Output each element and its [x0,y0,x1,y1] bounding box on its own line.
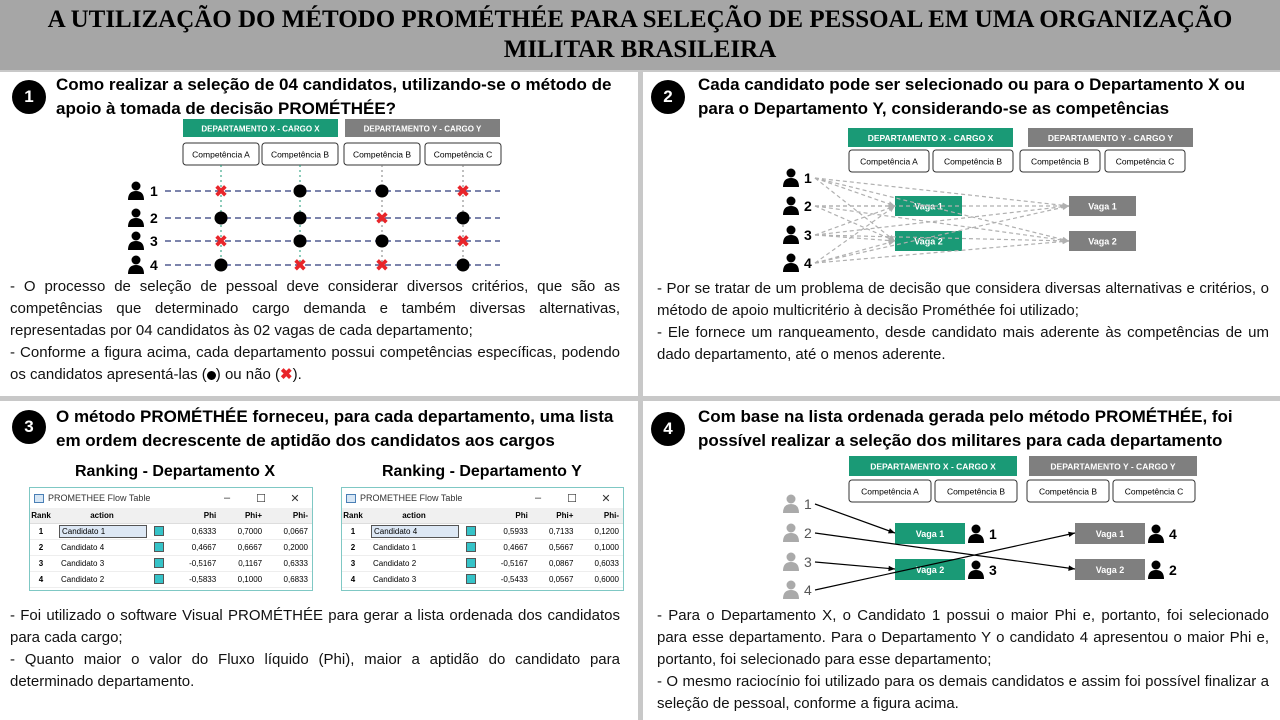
table-cell: 0,4667 [170,539,220,555]
color-swatch-square [466,526,476,536]
vaga-1-x-box-label: Vaga 1 [915,529,945,539]
table-cell: 0,6833 [266,571,312,587]
panel-3-paragraph-1: - Foi utilizado o software Visual PROMÉTHÉE para gerar a lista ordenada dos candidatos para cada cargo; [10,607,620,646]
person-icon [128,209,144,228]
color-swatch [464,555,482,571]
flow-table-y-body [342,523,623,587]
table-cell: 3 [342,555,368,571]
candidate-number: 2 [804,525,812,541]
panel-2-text [657,278,1269,366]
candidate-number: 1 [804,170,812,186]
person-icon [783,254,799,273]
panel-1-paragraph-2-a: - Conforme a figura acima, cada departamento possui competências específicas, podendo os candidatos apresentá-las ( [10,344,620,383]
person-icon [783,197,799,216]
table-cell: 0,5667 [532,539,578,555]
assignment-arrow [815,504,895,533]
selected-candidate-number: 4 [1169,526,1177,542]
flow-table-x-body [30,523,312,587]
competency-box-label: Competência B [352,149,412,160]
table-cell: -0,5167 [482,555,532,571]
window-title: PROMETHEE Flow Table [48,493,151,503]
filled-circle-icon [294,212,307,225]
minimize-icon[interactable]: – [223,492,231,504]
col-header: Rank [30,508,56,523]
color-swatch-square [466,574,476,584]
option-arrow-head [888,240,895,245]
person-icon [783,495,799,514]
table-cell: 3 [30,555,56,571]
step-number-3: 3 [12,410,46,444]
table-row[interactable] [342,539,623,555]
table-cell: 0,0867 [532,555,578,571]
table-row[interactable] [342,555,623,571]
table-cell: 0,6000 [577,571,623,587]
step-number-4: 4 [651,412,685,446]
color-swatch [152,571,170,587]
person-icon [1148,561,1164,580]
flow-table-window-y [341,487,624,591]
table-cell: 0,7000 [220,523,266,539]
person-icon [783,169,799,188]
col-header [152,508,170,523]
action-cell [368,523,464,539]
candidate-number: 3 [150,233,158,249]
competency-box-label: Competência C [1115,156,1175,167]
page-title: A UTILIZAÇÃO DO MÉTODO PROMÉTHÉE PARA SELEÇÃO DE PESSOAL EM UMA ORGANIZAÇÃO MILITAR BRASILEIRA [0,0,1280,70]
table-cell: 0,6333 [170,523,220,539]
action-name: Candidato 1 [59,525,147,538]
assignment-arrow [815,562,895,569]
action-cell [56,555,152,571]
panel-1-paragraph-2-c: ). [292,366,302,383]
action-name: Candidato 3 [373,574,417,584]
option-arrow [815,178,895,206]
panel-2-paragraph-2: - Ele fornece um ranqueamento, desde candidato mais aderente às competências de um dado departamento, até o menos aderente. [657,324,1269,363]
table-cell: 1 [30,523,56,539]
competency-box-label: Competência A [192,149,250,160]
person-icon [128,232,144,251]
panel-3-text [10,605,620,693]
maximize-icon[interactable]: ☐ [256,492,266,505]
table-row[interactable] [342,571,623,587]
minimize-icon[interactable]: – [534,492,542,504]
cross-mark-icon: ✖ [213,182,229,202]
competency-box-label: Competência A [861,486,919,497]
candidate-number: 3 [804,554,812,570]
competency-box-label: Competência B [1030,156,1090,167]
panel-step-1 [0,72,638,396]
option-arrow [815,206,895,241]
vaga-1-x-box-label: Vaga 1 [914,201,943,212]
color-swatch [152,555,170,571]
table-cell: 0,1200 [577,523,623,539]
table-cell: 0,0667 [266,523,312,539]
vaga-1-y-box-label: Vaga 1 [1095,529,1125,539]
color-swatch-square [466,558,476,568]
filled-circle-icon [457,259,470,272]
panel-1-text [10,276,620,386]
action-cell [56,523,152,539]
panel-1-paragraph-1: - O processo de seleção de pessoal deve considerar diversos critérios, que são as competências que determinado cargo demanda e também diversas alternativas, representadas por 04 candidatos às 02 vagas de cada departamento; [10,278,620,339]
cross-mark-icon: ✖ [280,366,293,383]
col-header: Phi- [266,508,312,523]
color-swatch-square [154,542,164,552]
competency-box-label: Competência B [943,156,1003,167]
step-number-1: 1 [12,80,46,114]
filled-circle-icon [207,371,216,380]
panel-4-paragraph-2: - O mesmo raciocínio foi utilizado para os demais candidatos e assim foi possível finalizar a seleção de pessoal, conforme a figura acima. [657,673,1269,712]
action-cell [368,555,464,571]
close-icon[interactable]: ✕ [601,492,611,505]
col-header: Phi- [577,508,623,523]
table-cell: 2 [30,539,56,555]
action-name: Candidato 2 [373,558,417,568]
candidate-number: 4 [804,255,812,271]
cross-mark-icon: ✖ [292,256,308,276]
close-icon[interactable]: ✕ [290,492,300,505]
table-cell: 0,6667 [220,539,266,555]
table-row[interactable] [342,523,623,539]
table-cell: 0,6033 [577,555,623,571]
table-icon [34,494,44,503]
panel-4-title: Com base na lista ordenada gerada pelo método PROMÉTHÉE, foi possível realizar a seleção dos militares para cada departamento [698,407,1233,450]
dept-y-header-label: DEPARTAMENTO Y - CARGO Y [1050,461,1176,472]
panel-3-title: O método PROMÉTHÉE forneceu, para cada departamento, uma lista em ordem decrescente de aptidão dos candidatos aos cargos [56,407,614,450]
filled-circle-icon [294,235,307,248]
dept-x-header-label: DEPARTAMENTO X - CARGO X [870,461,996,472]
table-cell: 0,5933 [482,523,532,539]
table-cell: 4 [30,571,56,587]
action-name: Candidato 1 [373,542,417,552]
col-header: Rank [342,508,368,523]
flow-table-window-x [29,487,313,591]
panel-step-2 [643,72,1280,396]
vaga-2-y-box-label: Vaga 2 [1088,236,1117,247]
candidate-number: 4 [804,582,812,598]
vaga-2-x-box-label: Vaga 2 [914,236,943,247]
color-swatch [464,571,482,587]
person-icon [128,182,144,201]
action-cell [56,539,152,555]
panel-1-paragraph-2 [10,342,620,386]
flow-table-x [30,508,312,588]
panel-1-paragraph-2-b: ) ou não ( [215,366,280,383]
assignment-arrow-head [1068,532,1075,537]
dept-y-header-label: DEPARTAMENTO Y - CARGO Y [1047,133,1174,143]
col-header: Phi+ [220,508,266,523]
color-swatch [464,539,482,555]
color-swatch-square [154,558,164,568]
color-swatch [152,539,170,555]
col-header: Phi [482,508,532,523]
person-icon [783,581,799,600]
color-swatch-square [154,574,164,584]
option-arrow [815,235,895,241]
window-title: PROMETHEE Flow Table [360,493,463,503]
action-cell [56,571,152,587]
option-arrow [815,241,895,263]
panel-3-paragraph-2: - Quanto maior o valor do Fluxo líquido (Phi), maior a aptidão do candidato para determinado departamento. [10,651,620,690]
person-icon [783,553,799,572]
table-cell: 0,4667 [482,539,532,555]
table-cell: 4 [342,571,368,587]
cross-mark-icon: ✖ [455,182,471,202]
ranking-y-title: Ranking - Departamento Y [382,463,582,480]
person-icon [968,525,984,544]
table-cell: 0,1000 [577,539,623,555]
table-row[interactable] [30,523,312,539]
filled-circle-icon [294,185,307,198]
candidate-number: 4 [150,257,158,273]
table-row[interactable] [30,571,312,587]
assignment-arrow-head [888,528,895,533]
vaga-1-y-box-label: Vaga 1 [1088,201,1117,212]
panel-2-paragraph-1: - Por se tratar de um problema de decisão que considera diversas alternativas e critérios, o método de apoio multicritério à decisão Prométhée foi utilizado; [657,280,1269,319]
candidate-number: 1 [804,496,812,512]
table-cell: 0,2000 [266,539,312,555]
color-swatch [152,523,170,539]
col-header: action [56,508,152,523]
person-icon [1148,525,1164,544]
option-arrow [815,178,895,241]
table-cell: 1 [342,523,368,539]
option-arrow [815,206,895,263]
action-cell [368,539,464,555]
candidate-number: 1 [150,183,158,199]
ranking-x-title: Ranking - Departamento X [75,463,276,480]
table-cell: -0,5433 [482,571,532,587]
col-header: Phi+ [532,508,578,523]
table-cell: 0,7133 [532,523,578,539]
color-swatch-square [466,542,476,552]
action-name: Candidato 3 [61,558,105,568]
flow-table-y [342,508,623,588]
option-arrow [815,206,895,235]
selected-candidate-number: 2 [1169,562,1177,578]
panel-2-title: Cada candidato pode ser selecionado ou para o Departamento X ou para o Departamento Y, considerando-se as competências [698,75,1245,118]
panel-step-3 [0,401,638,720]
person-icon [968,561,984,580]
vaga-2-x-box-label: Vaga 2 [915,565,945,575]
competency-box-label: Competência B [270,149,330,160]
color-swatch-square [154,526,164,536]
action-name: Candidato 2 [61,574,105,584]
competency-box-label: Competência C [1124,486,1184,497]
color-swatch [464,523,482,539]
col-header [464,508,482,523]
dept-x-header-label: DEPARTAMENTO X - CARGO X [201,124,320,134]
selected-candidate-number: 3 [989,562,997,578]
cross-mark-icon: ✖ [374,256,390,276]
filled-circle-icon [457,212,470,225]
cross-mark-icon: ✖ [455,232,471,252]
candidate-number: 2 [150,210,158,226]
assignment-arrow-head [1068,565,1075,570]
table-cell: 0,0567 [532,571,578,587]
table-cell: 2 [342,539,368,555]
cross-mark-icon: ✖ [374,209,390,229]
action-name: Candidato 4 [61,542,105,552]
competency-box-label: Competência A [860,156,918,167]
table-cell: 0,6333 [266,555,312,571]
filled-circle-icon [215,259,228,272]
table-row[interactable] [30,539,312,555]
person-icon [783,524,799,543]
action-name: Candidato 4 [371,525,459,538]
table-cell: 0,1000 [220,571,266,587]
filled-circle-icon [376,235,389,248]
table-cell: 0,1167 [220,555,266,571]
table-cell: -0,5167 [170,555,220,571]
dept-y-header-label: DEPARTAMENTO Y - CARGO Y [363,124,482,134]
step-number-2: 2 [651,80,685,114]
window-titlebar [30,488,312,508]
competency-box-label: Competência B [946,486,1006,497]
col-header: Phi [170,508,220,523]
table-icon [346,494,356,503]
dept-x-header-label: DEPARTAMENTO X - CARGO X [867,133,994,143]
window-titlebar [342,488,623,508]
panel-4-paragraph-1: - Para o Departamento X, o Candidato 1 possui o maior Phi e, portanto, foi selecionado para esse departamento. Para o Departamento Y o candidato 4 apresentou o maior Phi e, portanto, foi selecionado para esse departamento; [657,607,1269,668]
candidate-number: 3 [804,227,812,243]
competency-box-label: Competência B [1038,486,1098,497]
panel-4-text [657,605,1269,715]
panel-step-4 [643,401,1280,720]
panel-1-title: Como realizar a seleção de 04 candidatos, utilizando-se o método de apoio à tomada de decisão PROMÉTHÉE? [56,75,612,118]
filled-circle-icon [376,185,389,198]
maximize-icon[interactable]: ☐ [567,492,577,505]
filled-circle-icon [215,212,228,225]
person-icon [783,226,799,245]
person-icon [128,256,144,275]
table-cell: -0,5833 [170,571,220,587]
selected-candidate-number: 1 [989,526,997,542]
cross-mark-icon: ✖ [213,232,229,252]
competency-box-label: Competência C [433,149,493,160]
candidate-number: 2 [804,198,812,214]
table-row[interactable] [30,555,312,571]
action-cell [368,571,464,587]
vaga-2-y-box-label: Vaga 2 [1095,565,1125,575]
col-header: action [368,508,464,523]
